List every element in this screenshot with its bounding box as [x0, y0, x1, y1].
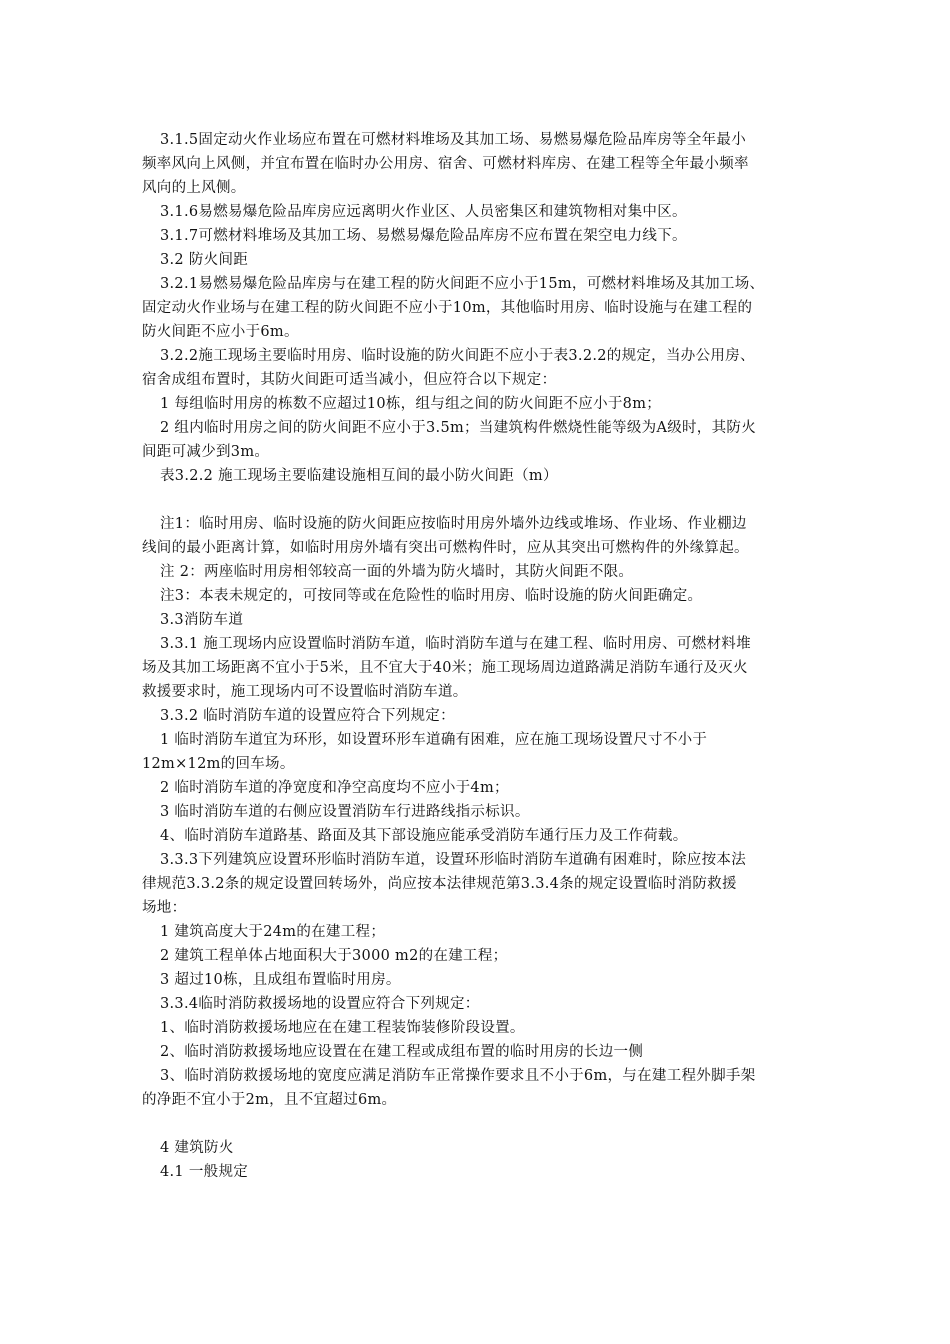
list-item: 1 建筑高度大于24m的在建工程；: [160, 924, 386, 940]
paragraph-line: 3.1.6易燃易爆危险品库房应远离明火作业区、人员密集区和建筑物相对集中区。: [160, 204, 687, 220]
list-item: 4、临时消防车道路基、路面及其下部设施应能承受消防车通行压力及工作荷载。: [160, 828, 688, 844]
section-heading: 3.2 防火间距: [160, 252, 249, 268]
paragraph-line: 3.1.7可燃材料堆场及其加工场、易燃易爆危险品库房不应布置在架空电力线下。: [160, 228, 687, 244]
paragraph-line: 3.2.2施工现场主要临时用房、临时设施的防火间距不应小于表3.2.2的规定，当办公用房、: [160, 348, 755, 364]
paragraph-line: 场及其加工场距离不宜小于5米，且不宜大于40米；施工现场周边道路满足消防车通行及灭火: [142, 660, 748, 676]
note-line: 线间的最小距离计算，如临时用房外墙有突出可燃构件时，应从其突出可燃构件的外缘算起。: [142, 540, 749, 556]
paragraph-line: 宿舍成组布置时，其防火间距可适当减小，但应符合以下规定：: [142, 372, 557, 388]
paragraph-line: 3.3.2 临时消防车道的设置应符合下列规定：: [160, 708, 455, 724]
paragraph-line: 间距可减少到3m。: [142, 444, 270, 460]
paragraph-line: 3.3.3下列建筑应设置环形临时消防车道，设置环形临时消防车道确有困难时，除应按本法: [160, 852, 746, 868]
document-body: [142, 128, 822, 1184]
list-item: 1 每组临时用房的栋数不应超过10栋，组与组之间的防火间距不应小于8m；: [160, 396, 662, 412]
list-item: 1、临时消防救援场地应在在建工程装饰装修阶段设置。: [160, 1020, 525, 1036]
paragraph-line: 救援要求时，施工现场内可不设置临时消防车道。: [142, 684, 468, 700]
list-item: 1 临时消防车道宜为环形，如设置环形车道确有困难，应在施工现场设置尺寸不小于: [160, 732, 708, 748]
blank-line: [142, 1112, 822, 1136]
paragraph-line: 频率风向上风侧，并宜布置在临时办公用房、宿舍、可燃材料库房、在建工程等全年最小频率: [142, 156, 749, 172]
list-item: 3 临时消防车道的右侧应设置消防车行进路线指示标识。: [160, 804, 530, 820]
paragraph-line: 3.3.1 施工现场内应设置临时消防车道，临时消防车道与在建工程、临时用房、可燃材料堆: [160, 636, 751, 652]
paragraph-line: 的净距不宜小于2m，且不宜超过6m。: [142, 1092, 397, 1108]
paragraph-line: 律规范3.3.2条的规定设置回转场外，尚应按本法律规范第3.3.4条的规定设置临时消防救援: [142, 876, 737, 892]
list-item: 2 临时消防车道的净宽度和净空高度均不应小于4m；: [160, 780, 509, 796]
paragraph-line: 场地：: [142, 900, 187, 916]
section-heading: 3.3消防车道: [160, 612, 244, 628]
note-line: 注3：本表未规定的，可按同等或在危险性的临时用房、临时设施的防火间距确定。: [160, 588, 703, 604]
list-item: 2、临时消防救援场地应设置在在建工程或成组布置的临时用房的长边一侧: [160, 1044, 644, 1060]
section-heading: 4.1 一般规定: [160, 1164, 249, 1180]
paragraph-line: 12m×12m的回车场。: [142, 756, 295, 772]
paragraph-line: 3.3.4临时消防救援场地的设置应符合下列规定：: [160, 996, 480, 1012]
list-item: 3 超过10栋，且成组布置临时用房。: [160, 972, 401, 988]
paragraph-line: 防火间距不应小于6m。: [142, 324, 299, 340]
paragraph-line: 固定动火作业场与在建工程的防火间距不应小于10m，其他临时用房、临时设施与在建工程的: [142, 300, 753, 316]
list-item: 2 建筑工程单体占地面积大于3000 m2的在建工程；: [160, 948, 508, 964]
list-item: 2 组内临时用房之间的防火间距不应小于3.5m；当建筑构件燃烧性能等级为A级时，其防火: [160, 420, 757, 436]
paragraph-line: 3.1.5固定动火作业场应布置在可燃材料堆场及其加工场、易燃易爆危险品库房等全年最小: [160, 132, 746, 148]
chapter-heading: 4 建筑防火: [160, 1140, 234, 1156]
list-item: 3、临时消防救援场地的宽度应满足消防车正常操作要求且不小于6m，与在建工程外脚手架: [160, 1068, 756, 1084]
blank-line: [142, 488, 822, 512]
table-caption: 表3.2.2 施工现场主要临建设施相互间的最小防火间距（m）: [160, 468, 558, 484]
paragraph-line: 3.2.1易燃易爆危险品库房与在建工程的防火间距不应小于15m，可燃材料堆场及其加工场、: [160, 276, 765, 292]
note-line: 注 2：两座临时用房相邻较高一面的外墙为防火墙时，其防火间距不限。: [160, 564, 634, 580]
paragraph-line: 风向的上风侧。: [142, 180, 246, 196]
note-line: 注1：临时用房、临时设施的防火间距应按临时用房外墙外边线或堆场、作业场、作业棚边: [160, 516, 747, 532]
